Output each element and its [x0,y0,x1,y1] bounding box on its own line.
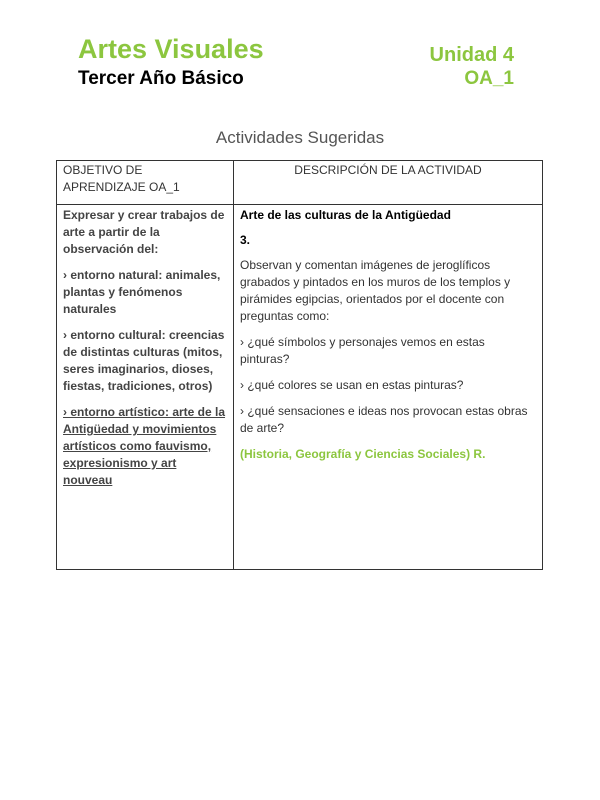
activity-title: Arte de las culturas de la Antigüedad [240,208,451,222]
table-header-row [57,161,543,205]
section-title: Actividades Sugeridas [215,128,385,147]
activities-table [56,160,543,570]
activity-question: › ¿qué sensaciones e ideas nos provocan estas obras de arte? [240,404,528,435]
activity-question: › ¿qué símbolos y personajes vemos en estas pinturas? [240,335,485,366]
oa-label: OA_1 [464,68,514,89]
objective-item-natural: › entorno natural: animales, plantas y fenómenos naturales [63,268,221,316]
unit-label: Unidad 4 [429,44,514,66]
objective-cell [57,205,234,570]
objective-item-artistic: › entorno artístico: arte de la Antigüedad y movimientos artísticos como fauvismo, expresionismo y art nouveau [63,405,226,487]
objective-item-cultural: › entorno cultural: creencias de distintas culturas (mitos, seres imaginarios, dioses, fiestas, tradiciones, otros) [63,328,225,393]
objective-header: OBJETIVO DE APRENDIZAJE OA_1 [57,161,234,205]
objective-intro: Expresar y crear trabajos de arte a partir de la observación del: [63,208,225,256]
activity-question: › ¿qué colores se usan en estas pinturas? [240,378,464,392]
level-label: Tercer Año Básico [78,68,244,89]
activity-number: 3. [240,233,251,247]
subject-title: Artes Visuales [78,34,264,64]
curriculum-link: (Historia, Geografía y Ciencias Sociales) R. [240,447,486,461]
description-cell [234,205,543,570]
description-header: DESCRIPCIÓN DE LA ACTIVIDAD [234,161,543,205]
activity-description: Observan y comentan imágenes de jeroglíficos grabados y pintados en los muros de los templos y pirámides egipcias, orientados por el docente con preguntas como: [240,258,511,323]
table-row [57,205,543,570]
